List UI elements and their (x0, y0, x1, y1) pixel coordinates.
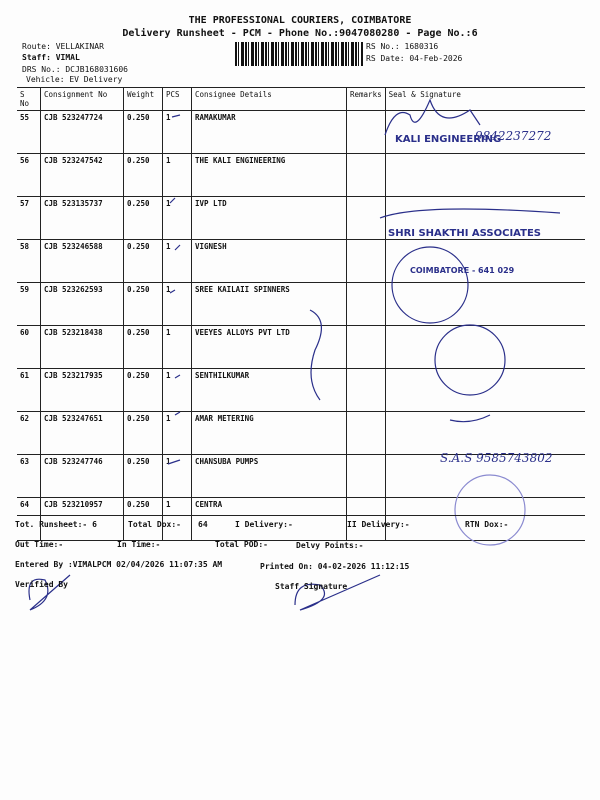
col-sno: S No (17, 88, 41, 111)
col-seal: Seal & Signature (385, 88, 585, 111)
total-dox: Total Dox:- (128, 520, 181, 529)
signature-55 (385, 100, 480, 135)
stamp-coimbatore: COIMBATORE - 641 029 (410, 266, 515, 275)
weight: 0.250 (124, 455, 163, 498)
weight: 0.250 (124, 240, 163, 283)
route: Route: VELLAKINAR (22, 42, 104, 51)
vehicle: Vehicle: EV Delivery (26, 75, 123, 84)
pcs: 1 (163, 326, 192, 369)
consignment-no: CJB 523246588 (41, 240, 124, 283)
total-pod: Total POD:- (215, 540, 268, 549)
weight: 0.250 (124, 111, 163, 154)
consignee-name: CENTRA (192, 498, 347, 541)
consignee-name: VIGNESH (192, 240, 347, 283)
i-delivery: I Delivery:- (235, 520, 293, 529)
handwritten-sas: S.A.S 9585743802 (440, 451, 553, 465)
row-sno: 59 (17, 283, 41, 326)
ii-delivery: II Delivery:- (347, 520, 410, 529)
weight: 0.250 (124, 412, 163, 455)
rs-date: RS Date: 04-Feb-2026 (366, 54, 463, 63)
rs-no: RS No.: 1680316 (366, 42, 439, 51)
col-consignment: Consignment No (41, 88, 124, 111)
weight: 0.250 (124, 498, 163, 541)
weight: 0.250 (124, 326, 163, 369)
runsheet-subtitle: Delivery Runsheet - PCM - Phone No.:9047080280 - Page No.:6 (122, 28, 478, 39)
consignment-no: CJB 523135737 (41, 197, 124, 240)
pcs: 1 (163, 412, 192, 455)
pcs: 1 (163, 283, 192, 326)
company-title: THE PROFESSIONAL COURIERS, COIMBATORE (188, 15, 412, 26)
stamp-circle (392, 247, 468, 323)
consignment-no: CJB 523247724 (41, 111, 124, 154)
consignment-no: CJB 523247746 (41, 455, 124, 498)
staff-signature-mark (295, 575, 380, 610)
col-pcs: PCS (163, 88, 192, 111)
staff: Staff: VIMAL (22, 53, 80, 62)
col-consignee: Consignee Details (192, 88, 347, 111)
weight: 0.250 (124, 154, 163, 197)
row-sno: 56 (17, 154, 41, 197)
row-sno: 61 (17, 369, 41, 412)
pcs: 1 (163, 111, 192, 154)
row-sno: 55 (17, 111, 41, 154)
consignee-name: SREE KAILAII SPINNERS (192, 283, 347, 326)
row-sno: 64 (17, 498, 41, 541)
stamp-shakthi: SHRI SHAKTHI ASSOCIATES (388, 228, 541, 239)
consignee-name: THE KALI ENGINEERING (192, 154, 347, 197)
row-sno: 63 (17, 455, 41, 498)
col-weight: Weight (124, 88, 163, 111)
row-sno: 58 (17, 240, 41, 283)
drs-no: DRS No.: DCJB168031606 (22, 65, 128, 74)
consignment-no: CJB 523218438 (41, 326, 124, 369)
consignee-name: SENTHILKUMAR (192, 369, 347, 412)
weight: 0.250 (124, 369, 163, 412)
printed-on: Printed On: 04-02-2026 11:12:15 (260, 562, 410, 571)
consignee-name: AMAR METERING (192, 412, 347, 455)
delvy-points: Delvy Points:- (296, 541, 364, 550)
col-remarks: Remarks (347, 88, 386, 111)
staff-signature: Staff Signature (275, 582, 348, 591)
weight: 0.250 (124, 197, 163, 240)
consignment-no: CJB 523247651 (41, 412, 124, 455)
consignee-name: CHANSUBA PUMPS (192, 455, 347, 498)
pcs: 1 (163, 154, 192, 197)
consignee-name: RAMAKUMAR (192, 111, 347, 154)
consignee-name: VEEYES ALLOYS PVT LTD (192, 326, 347, 369)
total-dox-value: 64 (198, 520, 208, 529)
stamp-kali: KALI ENGINEERING (395, 134, 502, 145)
handwritten-phone: 9842237272 (475, 129, 552, 143)
pcs: 1 (163, 240, 192, 283)
rtn-dox: RTN Dox:- (465, 520, 509, 529)
pcs: 1 (163, 498, 192, 541)
pcs: 1 (163, 455, 192, 498)
pcs: 1 (163, 369, 192, 412)
consignment-no: CJB 523262593 (41, 283, 124, 326)
consignment-no: CJB 523210957 (41, 498, 124, 541)
consignment-no: CJB 523247542 (41, 154, 124, 197)
out-time: Out Time:- (15, 540, 64, 549)
consignment-no: CJB 523217935 (41, 369, 124, 412)
row-sno: 62 (17, 412, 41, 455)
weight: 0.250 (124, 283, 163, 326)
in-time: In Time:- (117, 540, 161, 549)
verified-by: Verified By (15, 580, 68, 589)
consignee-name: IVP LTD (192, 197, 347, 240)
tot-runsheet: Tot. Runsheet:- 6 (15, 520, 97, 529)
pcs: 1 (163, 197, 192, 240)
row-sno: 57 (17, 197, 41, 240)
row-sno: 60 (17, 326, 41, 369)
entered-by: Entered By :VIMALPCM 02/04/2026 11:07:35 AM (15, 560, 223, 569)
